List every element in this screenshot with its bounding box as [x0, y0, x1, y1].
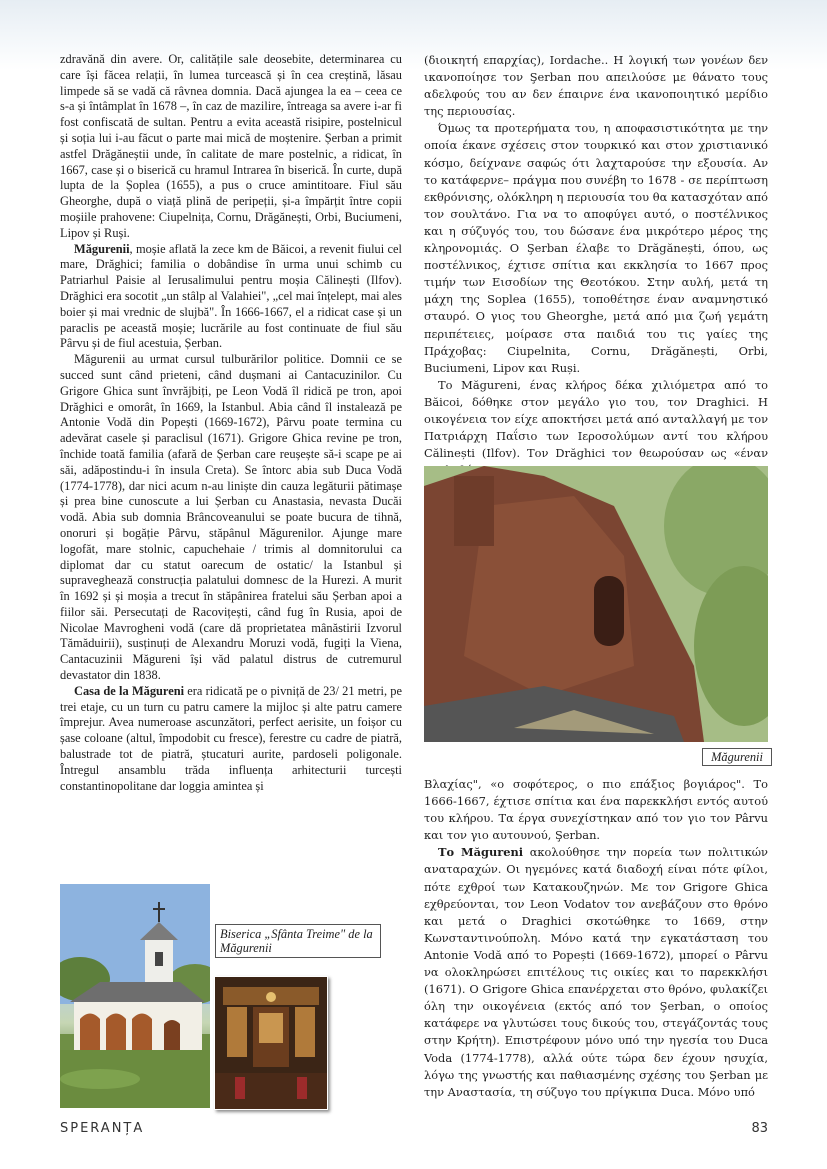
right-paragraph-5-lead: Το Măgureni: [438, 845, 524, 860]
page-number: 83: [751, 1121, 768, 1136]
right-paragraph-1: (διοικητή επαρχίας), Iordache.. Η λογική των γονέων δεν ικανοποίησε τον Şerban που απειλούσε με θάνατο τους αδελφούς του αν δεν έπαιρνε ένα ικανοποιητικό μερίδιο της περιουσίας.: [424, 53, 768, 119]
left-paragraph-3: Măgurenii au urmat cursul tulburărilor politice. Domnii ce se succed sunt când prieteni, când dușmani ai Cantacuzinilor. Cu Grigore Ghica sunt învrăjbiți, pe Leon Vodă îl ridică pe tron, apoi Drăghici e omorât, în 1669, la Istanbul. Abia când îl instalează pe Antonie Vodă din Popești (1669-1672), Pârvu poate termina cu adevărat casele și paraclisul (1671). Grigore Ghica revine pe tron, închide toată familia (afară de Șerban care reușește să-i scape pe ai săi, adăpostindu-i în insula Creta). Se întorc abia sub Duca Vodă (1774-1778), dar nici acum n-au liniște din cauza legăturii pătimașe și prea bine cunoscute a lui Șerban cu Anastasia, nevasta Ducăi vodă. Abia sub domnia Brâncoveanului se poate bucura de tihnă, onoruri și bogăție Pârvu, stăpânul Măgurenilor. Ajunge mare logofăt, mare stolnic, capuchehaie / trimis al domnitorului ca diplomat dar cu statut oarecum de ostatic/ la Istanbul și supraveghează construcția palatului domnesc de la Hurezi. A murit în 1692 și și moșia a trecut în stăpânirea fratelui său Șerban apoi a fiilor săi. Persecutați de Racovițești, când fug în Rusia, apoi de Nicolae Mavrogheni vodă (care dă proprietatea mânăstirii Izvorul Tămăduirii), susținuți de Alexandru Moruzi vodă, fugiți la Viena, Cantacuzinii Măgureni își văd palatul distrus de cutremurul devastator din 1838.: [60, 352, 402, 683]
church-photo: [60, 884, 210, 1108]
magazine-title: SPERANȚA: [60, 1121, 145, 1136]
right-paragraph-2: Όμως τα προτερήματα του, η αποφασιστικότητα με την οποία έκανε σχέσεις στον τουρκικό και στον χριστιανικό κόσμο, δείχνανε σαφώς ότι λαχταρούσε την εξουσία. Αν το κατάφερνε– πράγμα που συνέβη το 1678 - σε περίπτωση εκθρόνισης, ολόκληρη η περιουσία του θα κατασχόταν από τον σουλτάνο. Για να το αποφύγει αυτό, ο ποστέλνικος και η σύζυγός του, του δώσανε ένα μικρότερο μέρος της κληρονομιάς. Ο Şerban έλαβε το Drăgănești, όπου, ως ποστέλνικος, έχτισε σπίτια και εκκλησία το 1667 προς τιμήν των Εισοδίων της Θεοτόκου. Στην αυλή, μετά τη μάχη της Soplea (1655), τοποθέτησε έναν αναμνηστικό σταυρό. Ο γιος του Gheorghe, μετά από μια ζωή γεμάτη περιπέτειες, μοίρασε στα παιδιά του τις γαίες της Πράχοβας: Ciupelnita, Cornu, Drăgănești, Orbi, Buciumeni, Lipov και Ruși.: [424, 121, 768, 375]
right-column-lower: [424, 776, 768, 1101]
left-paragraph-1: zdravănă din avere. Or, calitățile sale deosebite, determinarea cu care își făcea relații, în lumea turcească și în cea creștină, lăsau limpede să se vadă că râvnea domnia. Dacă ajungea la ea – ceea ce s-a și întâmplat în 1678 –, în caz de mazilire, întreaga sa avere i-ar fi fost confiscată de sultan. Pentru a evita această risipire, postelnicul și soția lui i-au făcut o parte mai mică de moștenire. Șerban a primit astfel Drăgăneștii unde, în calitate de mare postelnic, a ridicat, în 1667, case și o biserică cu hramul Intrarea în biserică. În curte, după lupta de la Șoplea (1655), a pus o cruce amintitoare. Fiul său Gheorghe, după o viață plină de peripeții, și-a împărțit între copii moșiile prahovene: Ciupelnița, Cornu, Drăgănești, Orbi, Buciumeni, Lipov și Ruși.: [60, 52, 402, 240]
interior-photo: [214, 976, 328, 1110]
left-paragraph-2-text: , moșie aflată la zece km de Băicoi, a revenit fiului cel mare, Drăghici; familia o dobândise în urma unui schimb cu Patriarhul Paisie al Ierusalimului pentru moșia Călinești (Ilfov). Drăghici era socotit „un stâlp al Valahiei", „cel mai înțelept, mai ales boier și mai vrednic de slujbă". În 1666-1667, el a ridicat case și un paraclis pe această moșie; lucrările au fost continuate de fiul său Pârvu și de fiul acestuia, Șerban.: [60, 241, 402, 351]
left-paragraph-2-lead: Măgurenii: [74, 241, 130, 256]
right-paragraph-5: [424, 844, 768, 1100]
right-paragraph-4: Βλαχίας", «ο σοφότερος, ο πιο επάξιος βογιάρος". Το 1666-1667, έχτισε σπίτια και ένα παρεκκλήσι εντός αυτού του κλήρου. Τα έργα συνεχίστηκαν από τον γιο τον Pârvu και τον γιο αυτουνού, Şerban.: [424, 777, 768, 843]
right-paragraph-3: Το Măgureni, ένας κλήρος δέκα χιλιόμετρα από το Băicoi, δόθηκε στον μεγάλο γιο του, τον Draghici. Η οικογένεια τον είχε αποκτήσει μετά από ανταλλαγή με τον Πατριάρχη Παΐσιο των Ιεροσολύμων αντί του κλήρου Călinești (Ilfov). Τον Drăghici τον θεωρούσαν ως «έναν: [424, 377, 768, 461]
right-paragraph-5-text: ακολούθησε την πορεία των πολιτικών αναταραχών. Οι ηγεμόνες κατά διαδοχή είναι πότε φίλοι, πότε εχθροί των Κατακουζηνών. Με τον Grigore Ghica εχθρεύονται, τον Leon Vodatov τον ανεβάζουν στο θρόνο και μετά ο Draghici σκοτώθηκε το 1669, στην Κωνσταντινούπολη. Μόνο κατά την εγκατάσταση του Antonie Vodă από το Popești (1669-1672), μπορεί ο Pârvu να ολοκληρώσει επιτέλους τις οικίες και το παρεκκλήσι (1671). Ο Grigore Ghica επανέρχεται στο θρόνο, φυλακίζει όλη την οικογένεια (εκτός από τον Şerban, ο οποίος κατάφερε να γλυτώσει τους δικούς του, στεγάζοντάς τους στην Κρήτη). Επιστρέφουν μόνο υπό την ηγεσία του Duca Voda (1774-1778), αλλά ούτε τώρα δεν έχουν ησυχία, λόγω της γνωστής και παθιασμένης σχέσης του Şerban με την Αναστασία, τη σύζυγο του πρίγκιπα Duca. Μόνο υπό: [424, 845, 768, 1099]
left-paragraph-4: [60, 684, 402, 795]
church-illustration: [60, 884, 210, 1108]
ruin-caption: Măgurenii: [702, 748, 772, 766]
left-paragraph-4-lead: Casa de la Măgureni: [74, 683, 185, 698]
left-paragraph-4-text: era ridicată pe o pivniță de 23/ 21 metri, pe trei etaje, cu un turn cu patru camere la mijloc și alte patru camere împrejur. Avea numeroase ascunzători, perfect aerisite, un foișor cu șase coloane (altul, împodobit cu frescе), ferestre cu cadre de piatră, balustrade tot de piatră, ștucaturi aurite, pardoseli poligonale. Întregul ansamblu trăda influența arhitecturii turcești constantinopolitane dar loggia amintea și: [60, 683, 402, 793]
interior-illustration: [215, 977, 327, 1109]
left-paragraph-2: [60, 242, 402, 353]
church-caption: Biserica „Sfânta Treime" de la Măgurenii: [215, 924, 381, 958]
ruin-photo: [424, 466, 768, 742]
ruin-illustration: [424, 466, 768, 742]
left-column: [60, 52, 402, 794]
right-column: [424, 52, 768, 479]
